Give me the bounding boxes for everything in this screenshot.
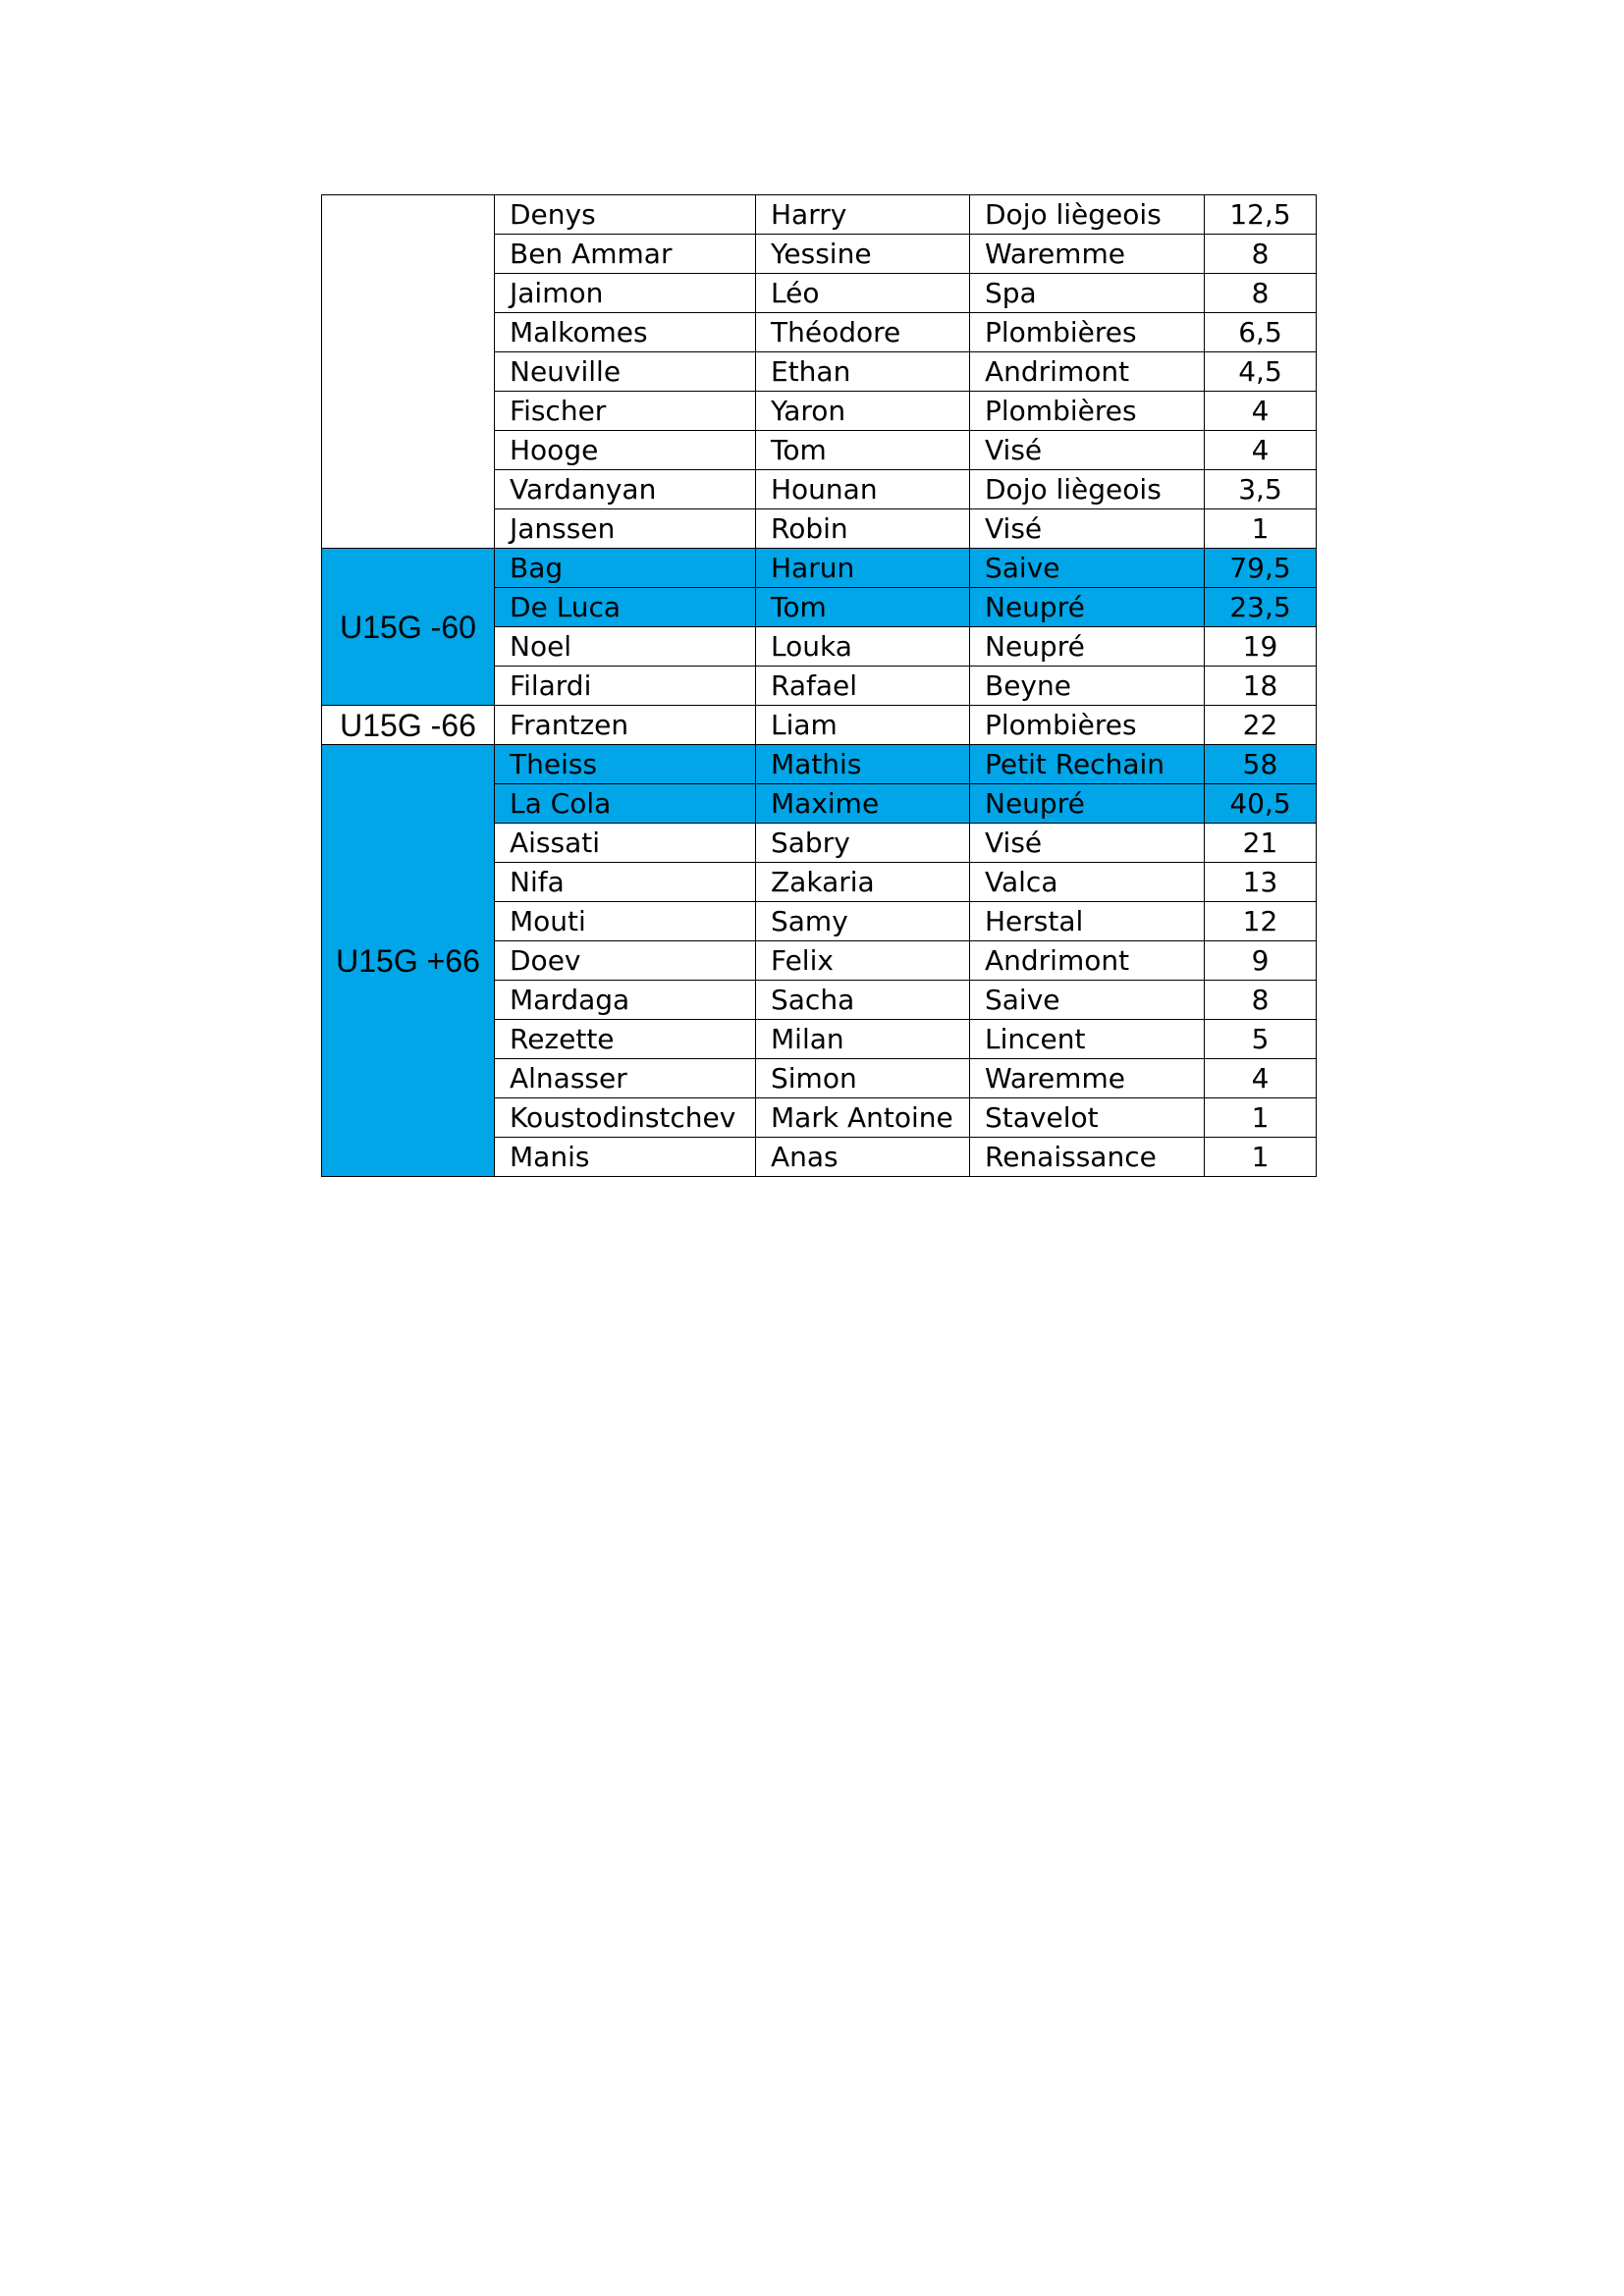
points-cell: 23,5 (1205, 588, 1317, 627)
club-cell: Plombières (970, 313, 1205, 352)
last-name-cell: Theiss (495, 745, 756, 784)
last-name-cell: Aissati (495, 824, 756, 863)
first-name-cell: Hounan (756, 470, 970, 509)
first-name-cell: Simon (756, 1059, 970, 1098)
club-cell: Petit Rechain (970, 745, 1205, 784)
ranking-table (321, 194, 1317, 1177)
last-name-cell: Malkomes (495, 313, 756, 352)
points-cell: 13 (1205, 863, 1317, 902)
table-row (322, 195, 1317, 235)
category-cell (322, 195, 495, 549)
club-cell: Lincent (970, 1020, 1205, 1059)
points-cell: 6,5 (1205, 313, 1317, 352)
first-name-cell: Mark Antoine (756, 1098, 970, 1138)
first-name-cell: Sabry (756, 824, 970, 863)
last-name-cell: Koustodinstchev (495, 1098, 756, 1138)
points-cell: 79,5 (1205, 549, 1317, 588)
last-name-cell: Hooge (495, 431, 756, 470)
club-cell: Plombières (970, 392, 1205, 431)
club-cell: Neupré (970, 627, 1205, 667)
first-name-cell: Felix (756, 941, 970, 981)
first-name-cell: Léo (756, 274, 970, 313)
last-name-cell: Alnasser (495, 1059, 756, 1098)
first-name-cell: Tom (756, 431, 970, 470)
table-row (322, 549, 1317, 588)
last-name-cell: Filardi (495, 667, 756, 706)
club-cell: Visé (970, 509, 1205, 549)
last-name-cell: Nifa (495, 863, 756, 902)
points-cell: 18 (1205, 667, 1317, 706)
points-cell: 8 (1205, 274, 1317, 313)
category-cell: U15G +66 (322, 745, 495, 1177)
points-cell: 4 (1205, 392, 1317, 431)
club-cell: Waremme (970, 1059, 1205, 1098)
first-name-cell: Milan (756, 1020, 970, 1059)
first-name-cell: Yessine (756, 235, 970, 274)
club-cell: Saive (970, 549, 1205, 588)
club-cell: Neupré (970, 784, 1205, 824)
last-name-cell: Janssen (495, 509, 756, 549)
points-cell: 1 (1205, 509, 1317, 549)
first-name-cell: Samy (756, 902, 970, 941)
points-cell: 1 (1205, 1138, 1317, 1177)
points-cell: 58 (1205, 745, 1317, 784)
points-cell: 19 (1205, 627, 1317, 667)
club-cell: Dojo liègeois (970, 195, 1205, 235)
club-cell: Andrimont (970, 352, 1205, 392)
category-cell: U15G -60 (322, 549, 495, 706)
first-name-cell: Mathis (756, 745, 970, 784)
club-cell: Renaissance (970, 1138, 1205, 1177)
first-name-cell: Ethan (756, 352, 970, 392)
points-cell: 4 (1205, 431, 1317, 470)
last-name-cell: Doev (495, 941, 756, 981)
points-cell: 3,5 (1205, 470, 1317, 509)
club-cell: Waremme (970, 235, 1205, 274)
club-cell: Andrimont (970, 941, 1205, 981)
points-cell: 5 (1205, 1020, 1317, 1059)
first-name-cell: Tom (756, 588, 970, 627)
table-row (322, 745, 1317, 784)
last-name-cell: Frantzen (495, 706, 756, 745)
first-name-cell: Rafael (756, 667, 970, 706)
last-name-cell: Denys (495, 195, 756, 235)
points-cell: 8 (1205, 235, 1317, 274)
table-row (322, 706, 1317, 745)
first-name-cell: Anas (756, 1138, 970, 1177)
club-cell: Plombières (970, 706, 1205, 745)
club-cell: Beyne (970, 667, 1205, 706)
last-name-cell: De Luca (495, 588, 756, 627)
last-name-cell: Mardaga (495, 981, 756, 1020)
points-cell: 9 (1205, 941, 1317, 981)
first-name-cell: Harun (756, 549, 970, 588)
points-cell: 22 (1205, 706, 1317, 745)
first-name-cell: Maxime (756, 784, 970, 824)
ranking-table-body (322, 195, 1317, 1177)
last-name-cell: Rezette (495, 1020, 756, 1059)
points-cell: 21 (1205, 824, 1317, 863)
club-cell: Visé (970, 431, 1205, 470)
club-cell: Saive (970, 981, 1205, 1020)
club-cell: Valca (970, 863, 1205, 902)
points-cell: 12,5 (1205, 195, 1317, 235)
last-name-cell: Bag (495, 549, 756, 588)
last-name-cell: Ben Ammar (495, 235, 756, 274)
club-cell: Stavelot (970, 1098, 1205, 1138)
club-cell: Herstal (970, 902, 1205, 941)
points-cell: 40,5 (1205, 784, 1317, 824)
club-cell: Dojo liègeois (970, 470, 1205, 509)
points-cell: 4,5 (1205, 352, 1317, 392)
points-cell: 8 (1205, 981, 1317, 1020)
first-name-cell: Liam (756, 706, 970, 745)
last-name-cell: Jaimon (495, 274, 756, 313)
last-name-cell: Noel (495, 627, 756, 667)
first-name-cell: Zakaria (756, 863, 970, 902)
first-name-cell: Robin (756, 509, 970, 549)
first-name-cell: Sacha (756, 981, 970, 1020)
club-cell: Visé (970, 824, 1205, 863)
first-name-cell: Louka (756, 627, 970, 667)
last-name-cell: La Cola (495, 784, 756, 824)
first-name-cell: Harry (756, 195, 970, 235)
last-name-cell: Mouti (495, 902, 756, 941)
last-name-cell: Vardanyan (495, 470, 756, 509)
category-cell: U15G -66 (322, 706, 495, 745)
last-name-cell: Manis (495, 1138, 756, 1177)
first-name-cell: Yaron (756, 392, 970, 431)
points-cell: 1 (1205, 1098, 1317, 1138)
club-cell: Neupré (970, 588, 1205, 627)
points-cell: 4 (1205, 1059, 1317, 1098)
last-name-cell: Neuville (495, 352, 756, 392)
club-cell: Spa (970, 274, 1205, 313)
last-name-cell: Fischer (495, 392, 756, 431)
first-name-cell: Théodore (756, 313, 970, 352)
points-cell: 12 (1205, 902, 1317, 941)
